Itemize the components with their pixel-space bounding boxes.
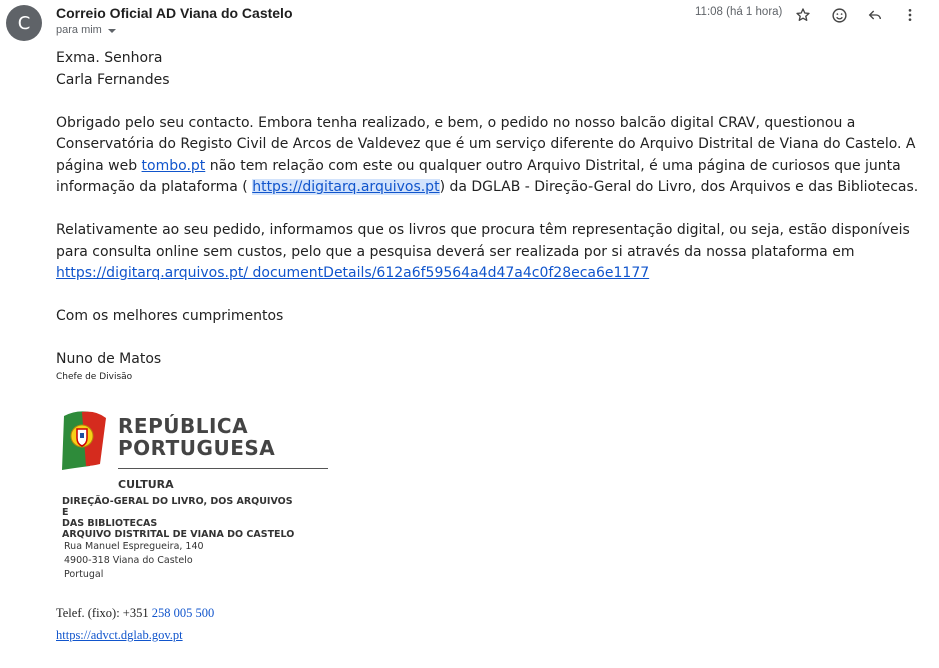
paragraph-2-text: Relativamente ao seu pedido, informamos que os livros que procura têm representação digital, ou seja, estão disponíveis para consulta online sem custos, pelo que a pesquisa deverá ser realizada por si através da nossa plataforma em — [56, 222, 910, 260]
portugal-flag-emblem-icon — [60, 408, 112, 470]
avatar-letter: C — [17, 12, 31, 34]
logo-dg-line-1: DIREÇÃO-GERAL DO LIVRO, DOS ARQUIVOS E — [62, 496, 293, 518]
sender-name[interactable]: Correio Oficial AD Viana do Castelo — [56, 5, 293, 21]
email-body — [56, 48, 921, 383]
logo-dg-line-2: DAS BIBLIOTECAS — [62, 518, 158, 529]
telephone-line — [56, 606, 214, 621]
paragraph-1-text-a: Obrigado pelo seu contacto. Embora tenha realizado, e bem, o pedido no nosso balcão digital CRAV, questionou a Conservatória do Registo Civil de Arcos de Valdevez que é um serviço diferente do Arquivo Distrital de Viana do Castelo. A página web — [56, 114, 916, 174]
tombo-link[interactable]: tombo.pt — [141, 157, 206, 174]
telephone-label: Telef. (fixo): +351 — [56, 606, 152, 620]
recipient-line[interactable] — [56, 24, 116, 36]
logo-wordmark — [118, 415, 275, 459]
timestamp: 11:08 (há 1 hora) — [695, 6, 783, 18]
logo-cultura: CULTURA — [118, 478, 174, 491]
signature-name: Nuno de Matos — [56, 351, 162, 367]
paragraph-1-text-b: não tem relação com este ou qualquer outro Arquivo Distrital, é uma página de curiosos que junta informação da plataforma ( — [56, 157, 901, 195]
address-line-3: Portugal — [64, 569, 104, 580]
more-vert-icon[interactable] — [900, 5, 920, 25]
avatar[interactable] — [6, 5, 42, 41]
paragraph-1-text-c: ) da DGLAB - Direção-Geral do Livro, dos Arquivos e das Bibliotecas. — [439, 179, 919, 195]
greeting-line: Exma. Senhora — [56, 50, 163, 66]
paragraph-2 — [56, 220, 921, 285]
recipient-label: para mim — [56, 24, 102, 36]
emoji-icon[interactable] — [829, 5, 849, 25]
logo-dg-line-3: ARQUIVO DISTRITAL DE VIANA DO CASTELO — [62, 529, 295, 540]
recipient-name-line: Carla Fernandes — [56, 71, 170, 88]
paragraph-1 — [56, 113, 921, 199]
digitarq-link[interactable]: https://digitarq.arquivos.pt — [252, 179, 440, 195]
republica-portuguesa-logo — [60, 408, 300, 593]
chevron-down-icon[interactable] — [108, 29, 116, 33]
document-details-link[interactable]: https://digitarq.arquivos.pt/ documentDetails/612a6f59564a4d47a4c0f28eca6e1177 — [56, 265, 650, 281]
logo-divider — [118, 468, 328, 469]
address-line-1: Rua Manuel Espregueira, 140 — [64, 541, 204, 552]
reply-icon[interactable] — [865, 5, 885, 25]
star-icon[interactable] — [793, 5, 813, 25]
telephone-number[interactable]: 258 005 500 — [151, 606, 215, 620]
website-link[interactable]: https://advct.dglab.gov.pt — [56, 628, 183, 642]
logo-address — [64, 540, 204, 582]
address-line-2: 4900-318 Viana do Castelo — [64, 555, 193, 566]
logo-department — [62, 496, 302, 540]
closing-line: Com os melhores cumprimentos — [56, 308, 284, 324]
logo-line-2: PORTUGUESA — [118, 436, 276, 460]
signature-title: Chefe de Divisão — [56, 371, 133, 382]
logo-line-1: REPÚBLICA — [118, 414, 249, 438]
